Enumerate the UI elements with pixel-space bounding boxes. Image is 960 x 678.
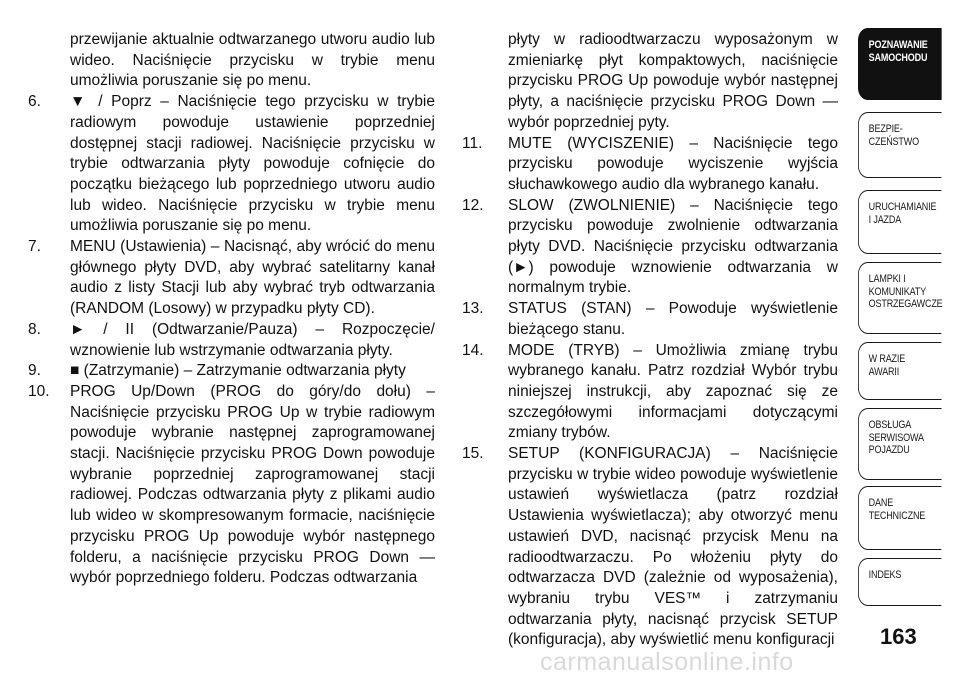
tab-indeks[interactable]: INDEKS	[858, 558, 942, 606]
item-number: 11.	[462, 134, 483, 152]
list-item-8	[28, 320, 435, 361]
item-text: ► / II (Odtwarzanie/Pauza) – Rozpoczęcie/ wznowienie lub wstrzymanie odtwarzania płyty.	[70, 320, 435, 359]
item-text: MODE (TRYB) – Umożliwia zmianę trybu wybranego kanału. Patrz rozdział Wybór trybu niniejszej instrukcji, aby zapoznać się ze szczegółowymi informacjami dotyczącymi zmiany trybów.	[508, 341, 838, 442]
paragraph-continuation: płyty w radioodtwarzaczu wyposażonym w zmieniarkę płyt kompaktowych, naciśnięcie przycisku PROG Up powoduje wybór następnej płyty, a naciśnięcie przycisku PROG Down — wybór poprzedniej pyty.	[508, 31, 838, 131]
watermark: carmanualsonline.info	[540, 648, 794, 676]
list-item-10	[28, 382, 435, 589]
tab-uruchamianie-i-jazda[interactable]: URUCHAMIANIE I JAZDA	[858, 190, 942, 254]
item-number: 8.	[28, 320, 41, 338]
item-number: 9.	[28, 362, 41, 380]
tab-w-razie-awarii[interactable]: W RAZIE AWARII	[858, 342, 942, 400]
item-text: PROG Up/Down (PROG do góry/do dołu) – Naciśnięcie przycisku PROG Up w trybie radiowym powoduje wybranie następnej zaprogramowanej stacji. Naciśnięcie przycisku PROG Down powoduje wybranie poprzedniej zaprogramowanej stacji radiowej. Podczas odtwarzania płyty z plikami audio lub wideo w skompresowanym formacie, naciśnięcie przycisku PROG Up powoduje wybór następnego folderu, a naciśnięcie przycisku PROG Down — wybór poprzedniego folderu. Podczas odtwarzania	[70, 382, 435, 587]
left-column	[28, 30, 435, 589]
tab-bezpieczenstwo[interactable]: BEZPIE- CZEŃSTWO	[858, 112, 942, 178]
right-column	[462, 30, 838, 651]
list-item-14	[462, 341, 838, 445]
list-item-6	[28, 92, 435, 237]
tab-obsluga-serwisowa[interactable]: OBSŁUGA SERWISOWA POJAZDU	[858, 408, 942, 480]
item-number: 15.	[462, 445, 484, 463]
item-text: ▼ / Poprz – Naciśnięcie tego przycisku w trybie radiowym powoduje ustawienie poprzedniej dostępnej stacji radiowej. Naciśnięcie przycisku w trybie odtwarzania płyty powoduje cofnięcie do początku bieżącego lub poprzedniego utworu audio lub wideo. Naciśnięcie przycisku w trybie menu umożliwia poruszanie się po menu.	[70, 93, 435, 235]
item-text: MENU (Ustawienia) – Nacisnąć, aby wrócić do menu głównego płyty DVD, aby wybrać satelitarny kanał audio z listy Stacji lub aby wybrać tryb odtwarzania (RANDOM (Losowy) w przypadku płyty CD).	[70, 238, 435, 318]
page-number: 163	[880, 624, 917, 649]
item-text: ■ (Zatrzymanie) – Zatrzymanie odtwarzania płyty	[70, 362, 406, 380]
item-number: 6.	[28, 93, 41, 111]
list-item-9	[28, 361, 435, 382]
item-number: 12.	[462, 196, 484, 214]
item-number: 10.	[28, 382, 50, 400]
item-number: 7.	[28, 238, 41, 256]
list-item-11	[462, 134, 838, 196]
item-number: 14.	[462, 341, 484, 359]
tab-dane-techniczne[interactable]: DANE TECHNICZNE	[858, 486, 942, 550]
item-text: MUTE (WYCISZENIE) – Naciśnięcie tego przycisku powoduje wyciszenie wyjścia słuchawkowego audio dla wybranego kanału.	[508, 134, 838, 193]
section-tabs	[858, 0, 960, 678]
list-item-7	[28, 237, 435, 320]
item-text: STATUS (STAN) – Powoduje wyświetlenie bieżącego stanu.	[508, 300, 838, 338]
tab-lampki-i-komunikaty[interactable]: LAMPKI I KOMUNIKATY OSTRZEGAWCZE	[858, 262, 942, 334]
item-text: SLOW (ZWOLNIENIE) – Naciśnięcie tego przycisku powoduje zwolnienie odtwarzania płyty DVD. Naciśnięcie przycisku odtwarzania (►) powoduje wznowienie odtwarzania w normalnym trybie.	[508, 196, 838, 297]
paragraph-continuation: przewijanie aktualnie odtwarzanego utworu audio lub wideo. Naciśnięcie przycisku w trybie menu umożliwia poruszanie się po menu.	[70, 31, 435, 90]
item-number: 13.	[462, 300, 484, 318]
tab-poznawanie-samochodu[interactable]: POZNAWANIE SAMOCHODU	[858, 28, 942, 100]
item-text: SETUP (KONFIGURACJA) – Naciśnięcie przycisku w trybie wideo powoduje wyświetlenie ustawień wyświetlacza (patrz rozdział Ustawienia wyświetlacza); aby otworzyć menu ustawień DVD, nacisnąć przycisk Menu na radioodtwarzaczu. Po włożeniu płyty do odtwarzacza DVD (zależnie od wyposażenia), wybraniu trybu VES™ i zatrzymaniu odtwarzania płyty, nacisnąć przycisk SETUP (konfiguracja), aby wyświetlić menu konfiguracji	[508, 445, 838, 649]
list-item-13	[462, 299, 838, 340]
list-item-15	[462, 444, 838, 651]
list-item-12	[462, 196, 838, 300]
